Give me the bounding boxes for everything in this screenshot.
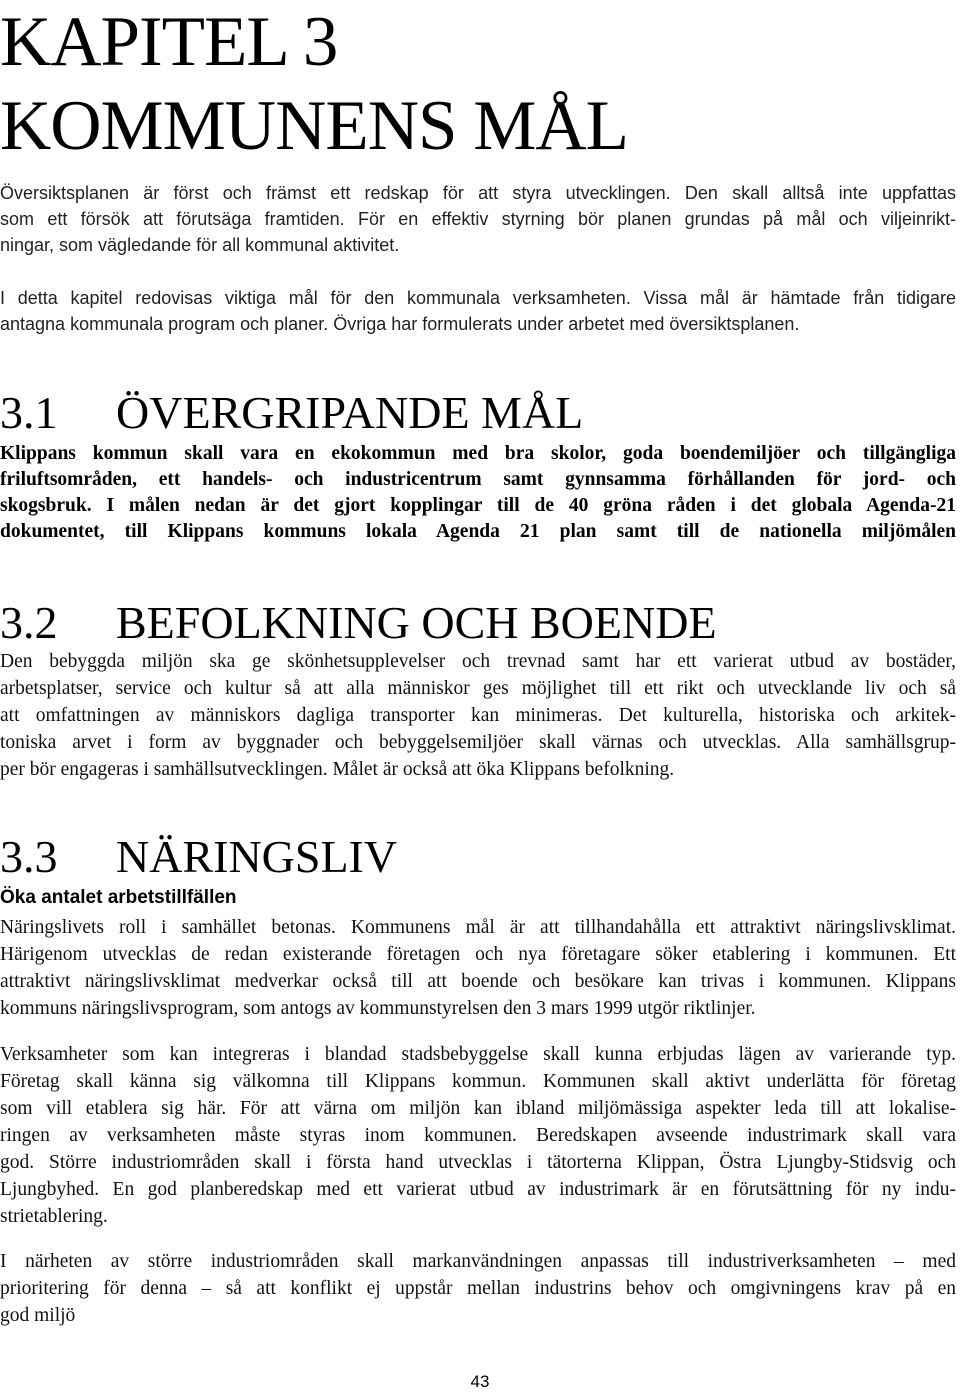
text-line: att omfattningen av människors dagliga transporter kan minimeras. Det kulturella, historiska och arkitek- [0, 705, 956, 726]
text-line: dokumentet, till Klippans kommuns lokala Agenda 21 plan samt till de nationella miljömålen [0, 521, 956, 542]
section-number: 3.2 [0, 597, 58, 648]
section-number: 3.3 [0, 831, 58, 882]
section-title: NÄRINGSLIV [116, 831, 398, 882]
text-line: prioritering för denna – så att konflikt ej uppstår mellan industrins behov och omgivningens krav på en [0, 1278, 956, 1299]
text-line: I närheten av större industriområden skall markanvändningen anpassas till industriverksamheten – med [0, 1251, 956, 1272]
section-heading-3-2 [0, 598, 717, 648]
text-line: antagna kommunala program och planer. Övriga har formulerats under arbetet med översiktsplanen. [0, 314, 800, 334]
text-line: arbetsplatser, service och kultur så att alla människor ges möjlighet till ett rikt och utvecklande liv och så [0, 678, 956, 699]
text-line: som vill etablera sig här. För att värna om miljön kan ibland miljömässiga aspekter leda till att lokalise- [0, 1098, 956, 1119]
text-line: Verksamheter som kan integreras i blandad stadsbebyggelse skall kunna erbjudas lägen av varierande typ. [0, 1044, 956, 1065]
intro-paragraph-2 [0, 285, 956, 337]
page-number: 43 [470, 1372, 490, 1391]
text-line: skogsbruk. I målen nedan är det gjort kopplingar till de 40 gröna råden i det globala Agenda-21 [0, 495, 956, 516]
section-title: ÖVERGRIPANDE MÅL [116, 387, 584, 438]
text-line: ringen av verksamheten måste styras inom kommunen. Beredskapen avseende industrimark skall vara [0, 1125, 956, 1146]
text-line: friluftsområden, ett handels- och industricentrum samt gynnsamma förhållanden för jord- och [0, 469, 956, 490]
intro-paragraph-1 [0, 180, 956, 258]
section-3-3-subheading: Öka antalet arbetstillfällen [0, 887, 237, 908]
text-line: Den bebyggda miljön ska ge skönhetsupplevelser och trevnad samt har ett varierat utbud av bostäder, [0, 651, 956, 672]
section-3-3-paragraph-1 [0, 914, 956, 1022]
text-line: Företag skall känna sig välkomna till Klippans kommun. Kommunen skall aktivt underlätta för företag [0, 1071, 956, 1092]
section-3-3-paragraph-2 [0, 1041, 956, 1230]
chapter-title [0, 0, 960, 168]
text-line: som ett försök att förutsäga framtiden. För en effektiv styrning bör planen grundas på mål och viljeinrikt- [0, 209, 956, 229]
text-line: Härigenom utvecklas de redan existerande företagen och nya företagare söker etablering i kommunen. Ett [0, 944, 956, 965]
text-line: Klippans kommun skall vara en ekokommun med bra skolor, goda boendemiljöer och tillgängliga [0, 443, 956, 464]
text-line: toniska arvet i form av byggnader och bebyggelsemiljöer skall värnas och utvecklas. Alla samhällsgrup- [0, 732, 956, 753]
text-line: kommuns näringslivsprogram, som antogs av kommunstyrelsen den 3 mars 1999 utgör riktlinjer. [0, 998, 756, 1019]
section-number: 3.1 [0, 387, 58, 438]
text-line: per bör engageras i samhällsutvecklingen. Målet är också att öka Klippans befolkning. [0, 759, 675, 780]
text-line: Näringslivets roll i samhället betonas. Kommunens mål är att tillhandahålla ett attraktivt näringslivsklimat. [0, 917, 956, 938]
text-line: strietablering. [0, 1206, 108, 1227]
text-line: I detta kapitel redovisas viktiga mål för den kommunala verksamheten. Vissa mål är hämtade från tidigare [0, 288, 956, 308]
section-title: BEFOLKNING OCH BOENDE [116, 597, 717, 648]
text-line: Översiktsplanen är först och främst ett redskap för att styra utvecklingen. Den skall alltså inte uppfattas [0, 183, 956, 203]
section-3-3-paragraph-3 [0, 1248, 956, 1329]
text-line: god miljö [0, 1305, 76, 1326]
chapter-title-line-1: KAPITEL 3 [0, 3, 338, 81]
chapter-title-line-2: KOMMUNENS MÅL [0, 87, 629, 165]
section-3-2-paragraph [0, 648, 956, 783]
text-line: god. Större industriområden skall i första hand utvecklas i tätorterna Klippan, Östra Ljungby-Stidsvig och [0, 1152, 956, 1173]
text-line: Ljungbyhed. En god planberedskap med ett varierat utbud av industrimark är en förutsättning för ny indu- [0, 1179, 956, 1200]
text-line: attraktivt näringslivsklimat medverkar också till att boende och besökare kan trivas i kommunen. Klippans [0, 971, 956, 992]
text-line: ningar, som vägledande för all kommunal aktivitet. [0, 235, 400, 255]
section-heading-3-1 [0, 388, 583, 438]
section-3-1-paragraph [0, 441, 956, 545]
section-heading-3-3 [0, 832, 397, 882]
